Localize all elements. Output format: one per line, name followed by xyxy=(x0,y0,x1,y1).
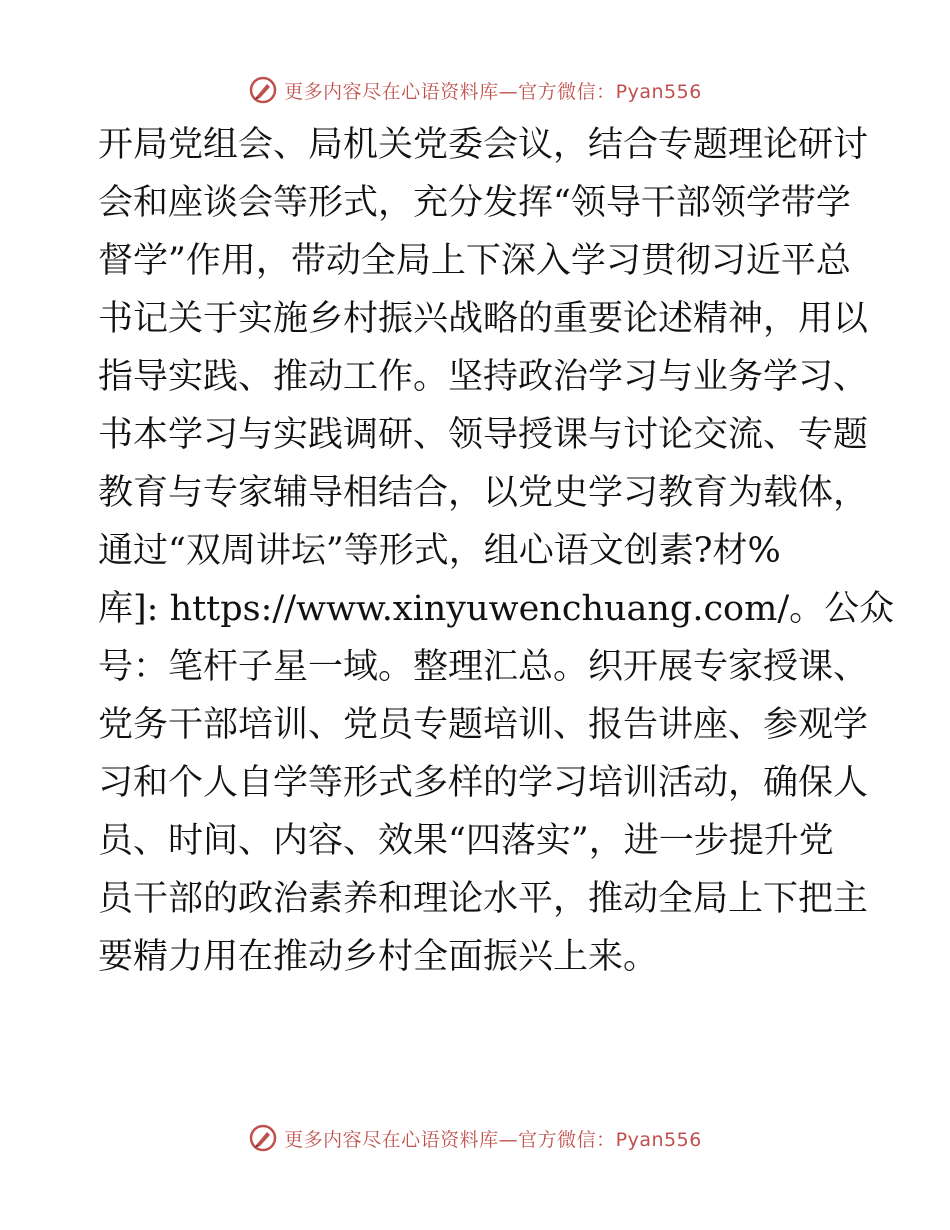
body-line: 会和座谈会等形式，充分发挥“领导干部领学带学 xyxy=(98,183,851,223)
pen-nib-logo-icon xyxy=(248,1123,278,1153)
body-line: 开局党组会、局机关党委会议，结合专题理论研讨 xyxy=(98,125,869,165)
footer-banner xyxy=(0,1118,950,1158)
body-line: 书本学习与实践调研、领导授课与讨论交流、专题 xyxy=(98,415,869,455)
body-line: 库]: https://www.xinyuwenchuang.com/。公众 xyxy=(98,589,895,629)
footer-banner-text: 更多内容尽在心语资料库—官方微信：Pyan556 xyxy=(284,1128,702,1151)
body-line: 习和个人自学等形式多样的学习培训活动，确保人 xyxy=(98,763,869,803)
body-line: 通过“双周讲坛”等形式，组心语文创素?材% xyxy=(98,531,781,571)
body-line: 党务干部培训、党员专题培训、报告讲座、参观学 xyxy=(98,705,869,745)
header-banner-text: 更多内容尽在心语资料库—官方微信：Pyan556 xyxy=(284,80,702,103)
body-line: 号：笔杆子星一域。整理汇总。织开展专家授课、 xyxy=(98,647,869,687)
body-line: 指导实践、推动工作。坚持政治学习与业务学习、 xyxy=(98,357,869,397)
body-line: 要精力用在推动乡村全面振兴上来。 xyxy=(98,937,659,977)
body-line: 员干部的政治素养和理论水平，推动全局上下把主 xyxy=(98,879,869,919)
document-body xyxy=(98,116,895,986)
header-banner xyxy=(0,70,950,110)
pen-nib-logo-icon xyxy=(248,75,278,105)
body-line: 员、时间、内容、效果“四落实”，进一步提升党 xyxy=(98,821,834,861)
body-line: 督学”作用，带动全局上下深入学习贯彻习近平总 xyxy=(98,241,851,281)
body-line: 教育与专家辅导相结合，以党史学习教育为载体， xyxy=(98,473,869,513)
body-line: 书记关于实施乡村振兴战略的重要论述精神，用以 xyxy=(98,299,869,339)
